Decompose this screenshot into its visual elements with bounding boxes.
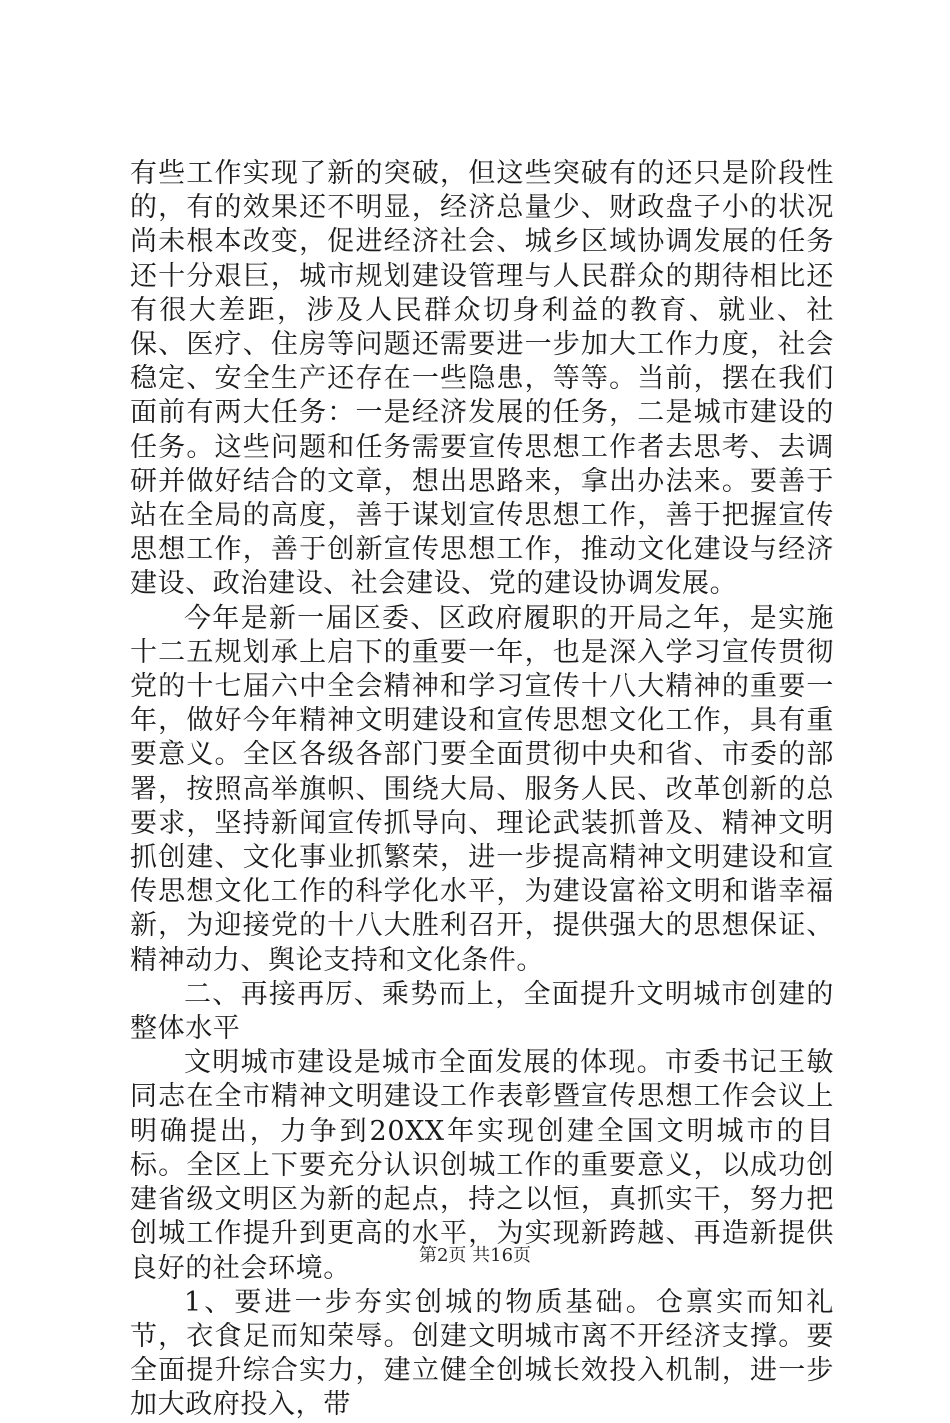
paragraph-item-one: 1、要进一步夯实创城的物质基础。仓禀实而知礼节，衣食足而知荣辱。创建文明城市离不开经济支撑。要全面提升综合实力，建立健全创城长效投入机制，进一步加大政府投入，带 — [130, 1286, 834, 1421]
body-text — [130, 157, 834, 1423]
section-heading-two: 二、再接再厉、乘势而上，全面提升文明城市创建的整体水平 — [130, 978, 834, 1045]
paragraph-continuation: 有些工作实现了新的突破，但这些突破有的还只是阶段性的，有的效果还不明显，经济总量少、财政盘子小的状况尚未根本改变，促进经济社会、城乡区域协调发展的任务还十分艰巨，城市规划建设管理与人民群众的期待相比还有很大差距，涉及人民群众切身利益的教育、就业、社保、医疗、住房等问题还需要进一步加大工作力度，社会稳定、安全生产还存在一些隐患，等等。当前，摆在我们面前有两大任务：一是经济发展的任务，二是城市建设的任务。这些问题和任务需要宣传思想工作者去思考、去调研并做好结合的文章，想出思路来，拿出办法来。要善于站在全局的高度，善于谋划宣传思想工作，善于把握宣传思想工作，善于创新宣传思想工作，推动文化建设与经济建设、政治建设、社会建设、党的建设协调发展。 — [130, 158, 834, 600]
page-number-footer: 第2页 共16页 — [418, 1245, 532, 1266]
paragraph-annual-significance: 今年是新一届区委、区政府履职的开局之年，是实施十二五规划承上启下的重要一年，也是深入学习宣传贯彻党的十七届六中全会精神和学习宣传十八大精神的重要一年，做好今年精神文明建设和宣传思想文化工作，具有重要意义。全区各级各部门要全面贯彻中央和省、市委的部署，按照高举旗帜、围绕大局、服务人民、改革创新的总要求，坚持新闻宣传抓导向、理论武装抓普及、精神文明抓创建、文化事业抓繁荣，进一步提高精神文明建设和宣传思想文化工作的科学化水平，为建设富裕文明和谐幸福新，为迎接党的十八大胜利召开，提供强大的思想保证、精神动力、舆论支持和文化条件。 — [130, 602, 834, 976]
paragraph-civilized-city: 文明城市建设是城市全面发展的体现。市委书记王敏同志在全市精神文明建设工作表彰暨宣传思想工作会议上明确提出，力争到20XX年实现创建全国文明城市的目标。全区上下要充分认识创城工作的重要意义，以成功创建省级文明区为新的起点，持之以恒，真抓实干，努力把创城工作提升到更高的水平，为实现新跨越、再造新提供良好的社会环境。 — [130, 1047, 834, 1284]
